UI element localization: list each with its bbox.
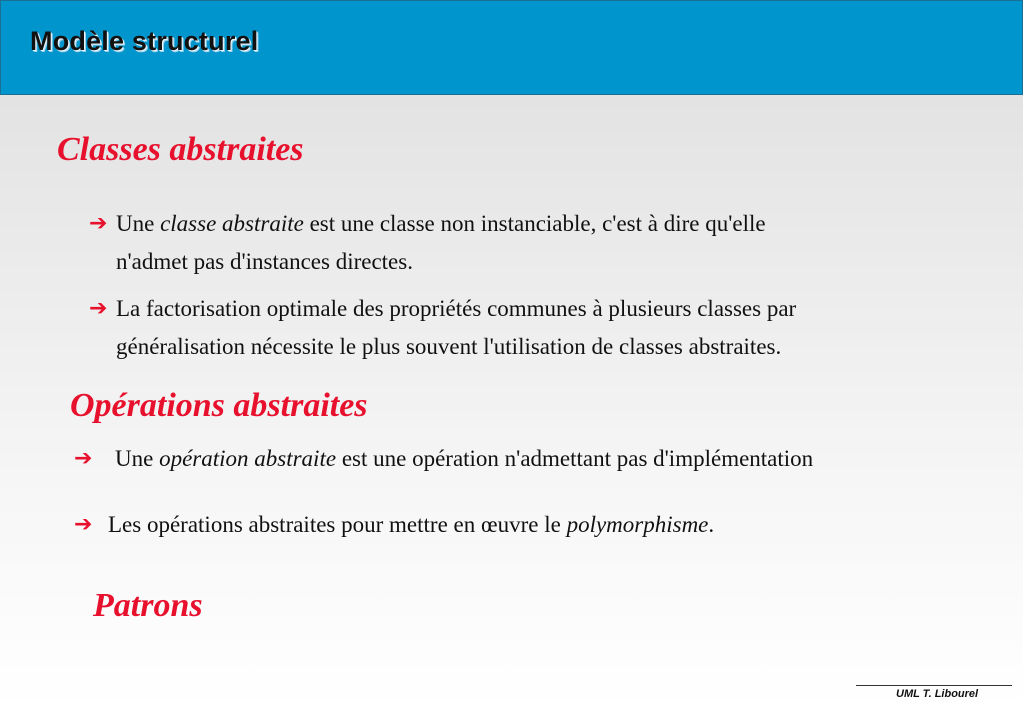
footer-divider [856, 685, 1012, 686]
bullet-line: généralisation nécessite le plus souvent l'utilisation de classes abstraites. [116, 334, 782, 359]
bullet-line [116, 205, 766, 243]
bullet-line: n'admet pas d'instances directes. [116, 249, 413, 274]
header-bar [0, 0, 1023, 95]
bullet-arrow-icon: ➔ [74, 512, 93, 537]
bullet-arrow-icon: ➔ [74, 446, 93, 471]
bullet-operations-2 [108, 506, 714, 544]
text: est une classe non instanciable, c'est à dire qu'elle [303, 211, 766, 236]
text: est une opération n'admettant pas d'implémentation [336, 446, 814, 471]
bullet-arrow-icon: ➔ [89, 296, 108, 321]
text: Une [115, 446, 160, 471]
bullet-classes-1 [116, 205, 766, 281]
section-title-operations: Opérations abstraites [70, 387, 368, 424]
text: . [708, 512, 715, 537]
text: Une [116, 211, 161, 236]
bullet-operations-1 [115, 440, 813, 478]
footer-credit: UML T. Libourel [896, 688, 979, 700]
bullet-arrow-icon: ➔ [89, 211, 108, 236]
emphasis: classe abstraite [160, 211, 304, 236]
section-title-patrons: Patrons [93, 587, 203, 624]
slide-title: Modèle structurel [30, 26, 259, 56]
section-title-classes: Classes abstraites [57, 131, 304, 168]
emphasis: opération abstraite [159, 446, 337, 471]
text: Les opérations abstraites pour mettre en œuvre le [108, 512, 567, 537]
bullet-classes-2 [116, 290, 796, 366]
emphasis: polymorphisme [566, 512, 709, 537]
bullet-line: La factorisation optimale des propriétés communes à plusieurs classes par [116, 296, 797, 321]
